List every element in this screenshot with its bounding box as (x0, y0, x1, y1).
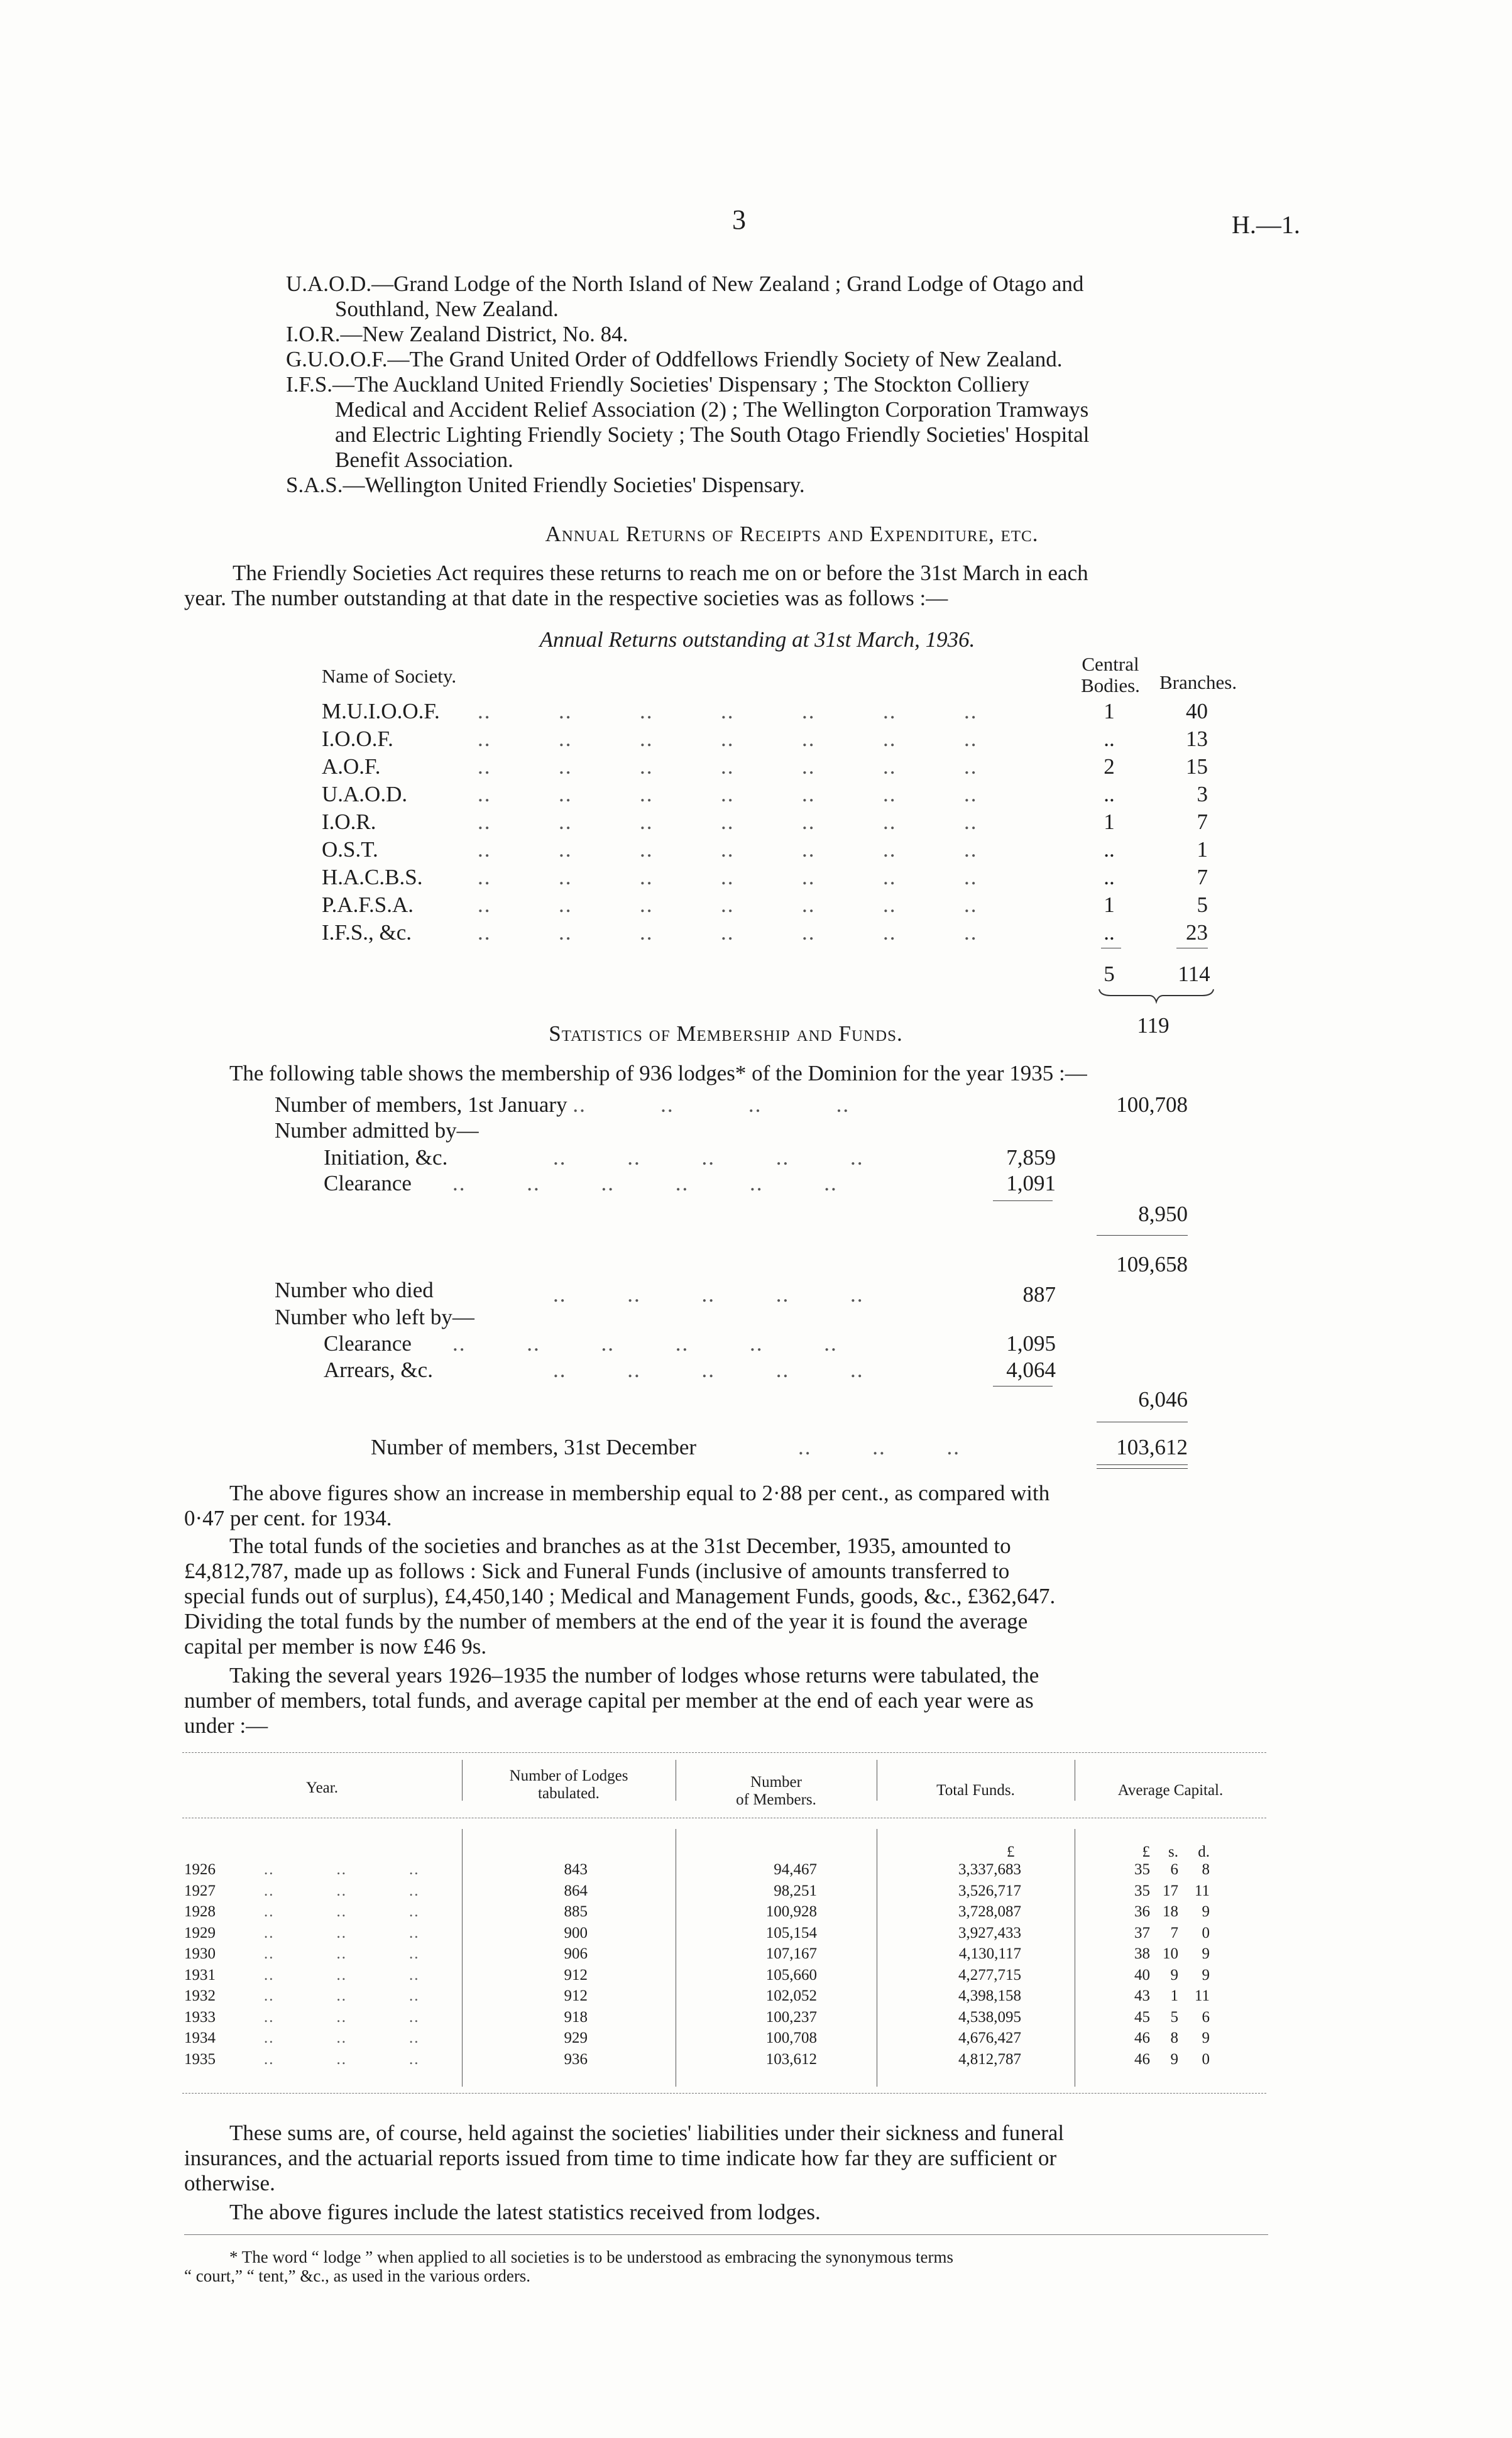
leader-dots: .. .. .. (798, 1435, 960, 1459)
funds-cell: 4,538,095 (958, 2008, 1021, 2026)
members-cell: 98,251 (774, 1882, 817, 1899)
abbreviation-entry: U.A.O.D.—Grand Lodge of the North Island of New Zealand ; Grand Lodge of Otago and (286, 272, 1084, 296)
branches-count: 7 (1197, 810, 1208, 834)
central-bodies-count: .. (1104, 920, 1115, 945)
year-cell: 1935 (184, 2050, 216, 2068)
footnote-line: “ court,” “ tent,” &c., as used in the various orders. (184, 2266, 531, 2285)
capital-pounds-cell: 45 (1134, 2008, 1150, 2026)
year-cell: 1931 (184, 1966, 216, 1984)
capital-pence-cell: 11 (1194, 1987, 1210, 2004)
members-31st-december-label: Number of members, 31st December (371, 1435, 697, 1459)
branches-count: 15 (1186, 754, 1208, 779)
lodges-cell: 929 (564, 2029, 588, 2046)
rule (1097, 1235, 1188, 1236)
society-name: I.O.O.F. (322, 727, 393, 751)
leader-dots: .. .. .. .. .. .. .. (478, 727, 978, 751)
subtotal: 109,658 (1116, 1252, 1188, 1277)
leader-dots: .. .. .. .. .. .. .. (478, 754, 978, 779)
paragraph-line: The Friendly Societies Act requires these returns to reach me on or before the 31st March in each (233, 561, 1088, 585)
abbreviation-continuation: Southland, New Zealand. (335, 297, 559, 321)
unit-shillings: s. (1168, 1843, 1178, 1860)
initiation-label: Initiation, &c. (324, 1145, 448, 1170)
abbreviation-entry: I.O.R.—New Zealand District, No. 84. (286, 322, 628, 346)
members-31st-december-value: 103,612 (1116, 1435, 1188, 1459)
arrears-value: 4,064 (1006, 1358, 1056, 1382)
leader-dots: .. .. .. (264, 1882, 420, 1899)
abbreviation-continuation: and Electric Lighting Friendly Society ; The South Otago Friendly Societies' Hospital (335, 422, 1090, 447)
capital-shillings-cell: 1 (1170, 1987, 1178, 2004)
total-brace (1097, 988, 1216, 1004)
leader-dots: .. .. .. (264, 1966, 420, 1984)
society-name: P.A.F.S.A. (322, 892, 414, 917)
capital-pence-cell: 9 (1202, 1966, 1210, 1984)
total-branches: 114 (1178, 962, 1210, 986)
funds-cell: 3,728,087 (958, 1903, 1021, 1920)
document-reference: H.—1. (1232, 211, 1300, 239)
capital-pounds-cell: 46 (1134, 2050, 1150, 2068)
funds-cell: 4,812,787 (958, 2050, 1021, 2068)
lodges-cell: 843 (564, 1861, 588, 1878)
society-name: I.O.R. (322, 810, 376, 834)
lodges-cell: 906 (564, 1945, 588, 1962)
leader-dots: .. .. .. .. .. (553, 1358, 864, 1382)
rule (1097, 1468, 1188, 1469)
died-label: Number who died (275, 1278, 434, 1302)
died-value: 887 (1022, 1282, 1056, 1307)
column-header-lodges: Number of Lodges tabulated. (509, 1767, 628, 1802)
admitted-label: Number admitted by— (275, 1118, 479, 1143)
members-cell: 100,708 (765, 2029, 817, 2046)
capital-pounds-cell: 43 (1134, 1987, 1150, 2004)
funds-cell: 3,927,433 (958, 1924, 1021, 1941)
capital-pence-cell: 0 (1202, 1924, 1210, 1941)
left-label: Number who left by— (275, 1305, 474, 1329)
leader-dots: .. .. .. .. .. .. .. (478, 699, 978, 723)
footnote-rule (184, 2234, 1268, 2235)
capital-pence-cell: 9 (1202, 2029, 1210, 2046)
paragraph-line: number of members, total funds, and average capital per member at the end of each year were as (184, 1688, 1034, 1713)
unit-pounds: £ (1142, 1843, 1150, 1860)
year-cell: 1929 (184, 1924, 216, 1941)
leader-dots: .. .. .. .. .. (553, 1282, 864, 1307)
capital-shillings-cell: 6 (1170, 1861, 1178, 1878)
abbreviation-continuation: Medical and Accident Relief Association (2) ; The Wellington Corporation Tramways (335, 397, 1089, 422)
funds-cell: 4,398,158 (958, 1987, 1021, 2004)
leader-dots: .. .. .. .. .. .. .. (478, 837, 978, 862)
admitted-total: 8,950 (1138, 1202, 1188, 1226)
column-header-total-funds: Total Funds. (936, 1782, 1015, 1799)
branches-count: 7 (1197, 865, 1208, 889)
rule (993, 1200, 1053, 1201)
members-1st-january-value: 100,708 (1116, 1092, 1188, 1117)
funds-cell: 3,526,717 (958, 1882, 1021, 1899)
capital-shillings-cell: 18 (1163, 1903, 1178, 1920)
column-header-average-capital: Average Capital. (1117, 1782, 1224, 1799)
paragraph-line: insurances, and the actuarial reports issued from time to time indicate how far they are sufficient or (184, 2146, 1057, 2170)
funds-cell: 4,277,715 (958, 1966, 1021, 1984)
total-central-bodies: 5 (1104, 962, 1115, 986)
section-heading-membership: Statistics of Membership and Funds. (549, 1021, 903, 1046)
members-cell: 94,467 (774, 1861, 817, 1878)
paragraph-line: Dividing the total funds by the number of members at the end of the year it is found the average (184, 1609, 1028, 1634)
lodges-cell: 864 (564, 1882, 588, 1899)
section-heading-annual-returns: Annual Returns of Receipts and Expenditure, etc. (545, 522, 1039, 546)
abbreviation-entry: S.A.S.—Wellington United Friendly Societies' Dispensary. (286, 473, 805, 497)
lodges-cell: 936 (564, 2050, 588, 2068)
leader-dots: .. .. .. .. .. .. .. (478, 920, 978, 945)
central-bodies-count: 1 (1104, 810, 1115, 834)
column-header-year: Year. (306, 1779, 338, 1796)
capital-shillings-cell: 7 (1170, 1924, 1178, 1941)
page-number: 3 (732, 204, 746, 235)
society-name: O.S.T. (322, 837, 378, 862)
paragraph-line: These sums are, of course, held against the societies' liabilities under their sickness and funeral (229, 2121, 1065, 2145)
column-header-branches: Branches. (1159, 671, 1237, 693)
leader-dots: .. .. .. (264, 2008, 420, 2026)
leader-dots: .. .. .. .. .. .. (452, 1171, 838, 1195)
leader-dots: .. .. .. (264, 2050, 420, 2068)
capital-pounds-cell: 40 (1134, 1966, 1150, 1984)
rule (1097, 1464, 1188, 1465)
members-cell: 100,928 (765, 1903, 817, 1920)
abbreviation-list (286, 272, 1298, 498)
table-bottom-rule (182, 2093, 1266, 2094)
capital-pence-cell: 11 (1194, 1882, 1210, 1899)
branches-count: 1 (1197, 837, 1208, 862)
lodges-cell: 900 (564, 1924, 588, 1941)
lodges-cell: 885 (564, 1903, 588, 1920)
capital-pence-cell: 8 (1202, 1861, 1210, 1878)
clearance-out-label: Clearance (324, 1331, 412, 1356)
funds-cell: 3,337,683 (958, 1861, 1021, 1878)
paragraph-line: Taking the several years 1926–1935 the number of lodges whose returns were tabulated, the (229, 1663, 1039, 1688)
column-header-society: Name of Society. (322, 665, 457, 687)
funds-unit: £ (1007, 1843, 1015, 1860)
central-bodies-count: .. (1104, 782, 1115, 806)
unit-pence: d. (1198, 1843, 1210, 1860)
paragraph-line: £4,812,787, made up as follows : Sick and Funeral Funds (inclusive of amounts transferred to (184, 1559, 1010, 1583)
initiation-value: 7,859 (1006, 1145, 1056, 1170)
paragraph-line: under :— (184, 1713, 268, 1738)
society-name: U.A.O.D. (322, 782, 408, 806)
funds-cell: 4,676,427 (958, 2029, 1021, 2046)
column-header-members: Number of Members. (736, 1774, 816, 1808)
clearance-out-value: 1,095 (1006, 1331, 1056, 1356)
column-header-central-bodies: Central Bodies. (1081, 653, 1140, 696)
paragraph-line: The following table shows the membership of 936 lodges* of the Dominion for the year 1935 :— (229, 1061, 1087, 1085)
members-cell: 107,167 (765, 1945, 817, 1962)
society-name: M.U.I.O.O.F. (322, 699, 440, 723)
capital-shillings-cell: 5 (1170, 2008, 1178, 2026)
leader-dots: .. .. .. .. .. .. .. (478, 782, 978, 806)
capital-shillings-cell: 10 (1163, 1945, 1178, 1962)
leader-dots: .. .. .. (264, 2029, 420, 2046)
clearance-in-value: 1,091 (1006, 1171, 1056, 1195)
capital-pounds-cell: 46 (1134, 2029, 1150, 2046)
capital-pounds-cell: 37 (1134, 1924, 1150, 1941)
capital-shillings-cell: 8 (1170, 2029, 1178, 2046)
abbreviation-entry: I.F.S.—The Auckland United Friendly Societies' Dispensary ; The Stockton Colliery (286, 372, 1030, 397)
clearance-in-label: Clearance (324, 1171, 412, 1195)
capital-pounds-cell: 35 (1134, 1882, 1150, 1899)
central-bodies-count: 2 (1104, 754, 1115, 779)
column-rule (462, 1829, 463, 2087)
abbreviation-entry: G.U.O.O.F.—The Grand United Order of Oddfellows Friendly Society of New Zealand. (286, 347, 1063, 371)
table-top-rule (182, 1752, 1266, 1753)
footnote-line: * The word “ lodge ” when applied to all societies is to be understood as embracing the synonymous terms (229, 2248, 953, 2266)
year-cell: 1934 (184, 2029, 216, 2046)
leader-dots: .. .. .. .. .. .. .. (478, 810, 978, 834)
paragraph-line: 0·47 per cent. for 1934. (184, 1506, 392, 1530)
leader-dots: .. .. .. .. .. .. .. (478, 865, 978, 889)
members-cell: 102,052 (765, 1987, 817, 2004)
lodges-cell: 912 (564, 1987, 588, 2004)
paragraph-line: The above figures show an increase in membership equal to 2·88 per cent., as compared with (229, 1481, 1050, 1505)
branches-count: 3 (1197, 782, 1208, 806)
capital-pence-cell: 9 (1202, 1903, 1210, 1920)
paragraph-line: The above figures include the latest statistics received from lodges. (229, 2200, 821, 2224)
central-bodies-count: .. (1104, 727, 1115, 751)
branches-count: 23 (1186, 920, 1208, 945)
capital-shillings-cell: 17 (1163, 1882, 1178, 1899)
table-title-outstanding-returns: Annual Returns outstanding at 31st March, 1936. (539, 627, 975, 652)
lodges-cell: 918 (564, 2008, 588, 2026)
year-cell: 1930 (184, 1945, 216, 1962)
year-cell: 1933 (184, 2008, 216, 2026)
members-cell: 105,660 (765, 1966, 817, 1984)
year-cell: 1926 (184, 1861, 216, 1878)
branches-count: 40 (1186, 699, 1208, 723)
society-name: H.A.C.B.S. (322, 865, 423, 889)
leader-dots: .. .. .. (264, 1903, 420, 1920)
members-1st-january-label: Number of members, 1st January .. .. .. .. (275, 1092, 850, 1117)
leader-dots: .. .. .. .. .. .. (452, 1331, 838, 1356)
funds-cell: 4,130,117 (958, 1945, 1021, 1962)
leader-dots: .. .. .. (264, 1861, 420, 1878)
society-name: I.F.S., &c. (322, 920, 412, 945)
year-cell: 1932 (184, 1987, 216, 2004)
paragraph-line: The total funds of the societies and branches as at the 31st December, 1935, amounted to (229, 1534, 1011, 1558)
leader-dots: .. .. .. (264, 1924, 420, 1941)
central-bodies-count: .. (1104, 865, 1115, 889)
capital-pounds-cell: 38 (1134, 1945, 1150, 1962)
capital-pence-cell: 6 (1202, 2008, 1210, 2026)
leader-dots: .. .. .. .. .. (553, 1145, 864, 1170)
members-cell: 105,154 (765, 1924, 817, 1941)
members-cell: 100,237 (765, 2008, 817, 2026)
paragraph-line: year. The number outstanding at that date in the respective societies was as follows :— (184, 586, 948, 610)
leader-dots: .. .. .. (264, 1987, 420, 2004)
paragraph-line: capital per member is now £46 9s. (184, 1634, 487, 1659)
year-cell: 1927 (184, 1882, 216, 1899)
lodges-cell: 912 (564, 1966, 588, 1984)
capital-shillings-cell: 9 (1170, 2050, 1178, 2068)
central-bodies-count: .. (1104, 837, 1115, 862)
central-bodies-count: 1 (1104, 892, 1115, 917)
year-cell: 1928 (184, 1903, 216, 1920)
members-cell: 103,612 (765, 2050, 817, 2068)
paragraph-line: special funds out of surplus), £4,450,140 ; Medical and Management Funds, goods, &c., £362,647. (184, 1584, 1056, 1608)
leader-dots: .. .. .. .. .. .. .. (478, 892, 978, 917)
branches-count: 5 (1197, 892, 1208, 917)
grand-total: 119 (1137, 1013, 1170, 1038)
capital-pence-cell: 0 (1202, 2050, 1210, 2068)
branches-count: 13 (1186, 727, 1208, 751)
capital-pounds-cell: 35 (1134, 1861, 1150, 1878)
left-total: 6,046 (1138, 1387, 1188, 1412)
central-bodies-count: 1 (1104, 699, 1115, 723)
capital-shillings-cell: 9 (1170, 1966, 1178, 1984)
capital-pounds-cell: 36 (1134, 1903, 1150, 1920)
society-name: A.O.F. (322, 754, 381, 779)
capital-pence-cell: 9 (1202, 1945, 1210, 1962)
leader-dots: .. .. .. (264, 1945, 420, 1962)
arrears-label: Arrears, &c. (324, 1358, 433, 1382)
abbreviation-continuation: Benefit Association. (335, 448, 513, 472)
paragraph-line: otherwise. (184, 2171, 275, 2195)
